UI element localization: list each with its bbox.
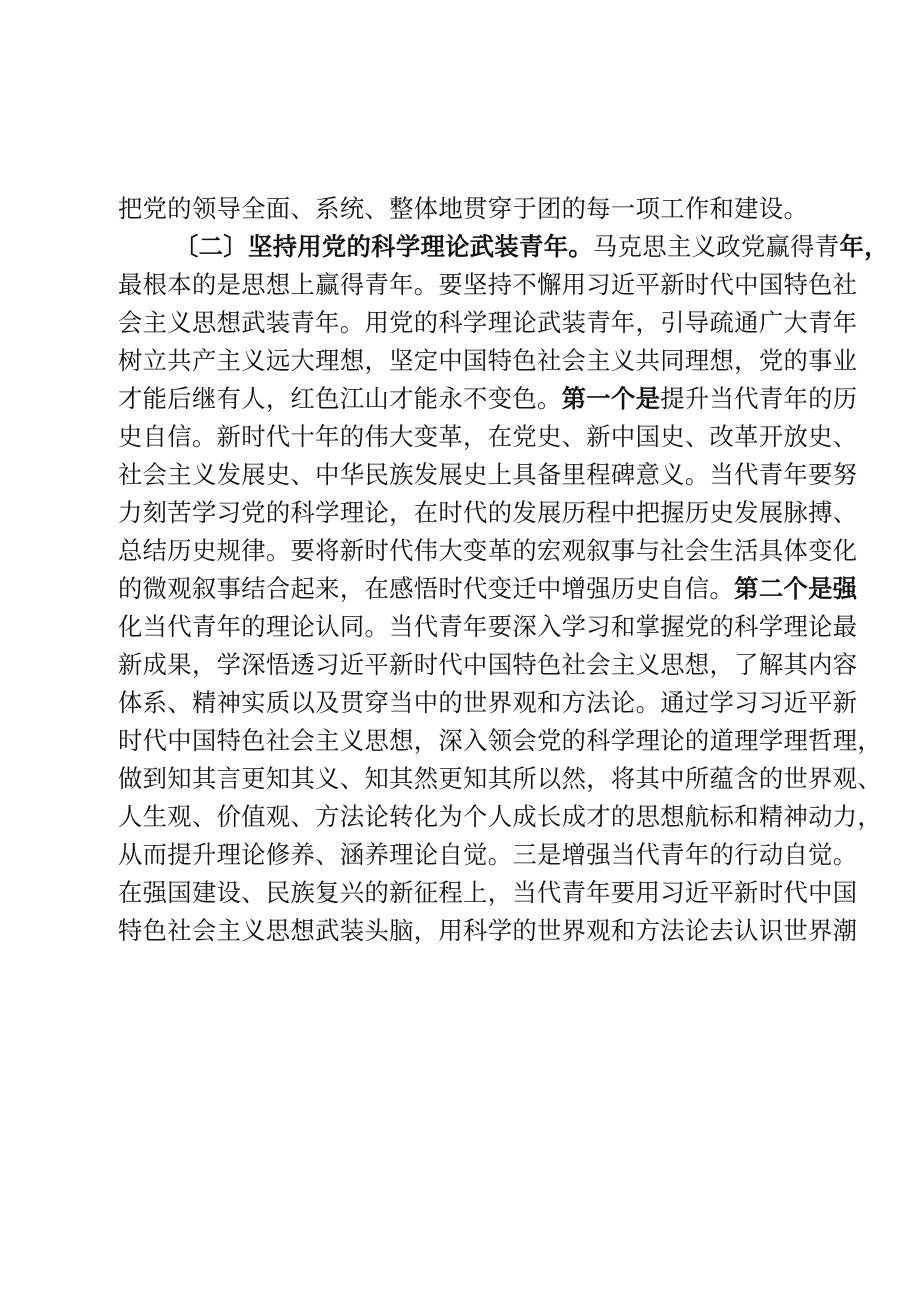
text-line-7: 史自信。新时代十年的伟大变革，在党史、新中国史、改革开放史、 [118, 422, 858, 451]
text-line-19: 在强国建设、民族复兴的新征程上，当代青年要用习近平新时代中国 [118, 878, 858, 907]
text-line-4: 会主义思想武装青年。用党的科学理论武装青年，引导疏通广大青年 [118, 308, 858, 337]
text-line-13: 新成果，学深悟透习近平新时代中国特色社会主义思想，了解其内容 [118, 650, 858, 679]
text-line-1: 把党的领导全面、系统、整体地贯穿于团的每一项工作和建设。 [118, 194, 809, 223]
text-line-9: 力刻苦学习党的科学理论，在时代的发展历程中把握历史发展脉搏、 [118, 498, 858, 527]
text-line-6-body: 才能后继有人，红色江山才能永不变色。 [118, 384, 562, 413]
text-line-6-after: 提升当代青年的历 [660, 384, 858, 413]
text-line-5: 树立共产主义远大理想，坚定中国特色社会主义共同理想，党的事业 [118, 346, 858, 375]
text-line-12: 化当代青年的理论认同。当代青年要深入学习和掌握党的科学理论最 [118, 612, 858, 641]
text-line-20: 特色社会主义思想武装头脑，用科学的世界观和方法论去认识世界潮 [118, 916, 858, 945]
text-line-2-end: 年， [839, 232, 889, 261]
text-line-15: 时代中国特色社会主义思想，深入领会党的科学理论的道理学理哲理， [118, 726, 883, 755]
text-line-17: 人生观、价值观、方法论转化为个人成长成才的思想航标和精神动力， [118, 802, 883, 831]
text-line-2 [118, 228, 889, 266]
text-line-18: 从而提升理论修养、涵养理论自觉。三是增强当代青年的行动自觉。 [118, 840, 858, 869]
text-line-11 [118, 570, 858, 608]
text-line-6 [118, 380, 858, 418]
point-one-label: 第一个是 [561, 384, 661, 413]
point-two-label: 第二个是强 [734, 574, 858, 603]
text-line-14: 体系、精神实质以及贯穿当中的世界观和方法论。通过学习习近平新 [118, 688, 858, 717]
body-text [118, 190, 889, 950]
text-line-11-body: 的微观叙事结合起来，在感悟时代变迁中增强历史自信。 [118, 574, 735, 603]
text-line-8: 社会主义发展史、中华民族发展史上具备里程碑意义。当代青年要努 [118, 460, 858, 489]
text-line-3: 最根本的是思想上赢得青年。要坚持不懈用习近平新时代中国特色社 [118, 270, 858, 299]
section-heading: 〔二〕坚持用党的科学理论武装青年。 [174, 232, 593, 261]
text-line-10: 总结历史规律。要将新时代伟大变革的宏观叙事与社会生活具体变化 [118, 536, 858, 565]
text-line-2-body: 马克思主义政党赢得青 [593, 232, 840, 261]
text-line-16: 做到知其言更知其义、知其然更知其所以然，将其中所蕴含的世界观、 [118, 764, 883, 793]
